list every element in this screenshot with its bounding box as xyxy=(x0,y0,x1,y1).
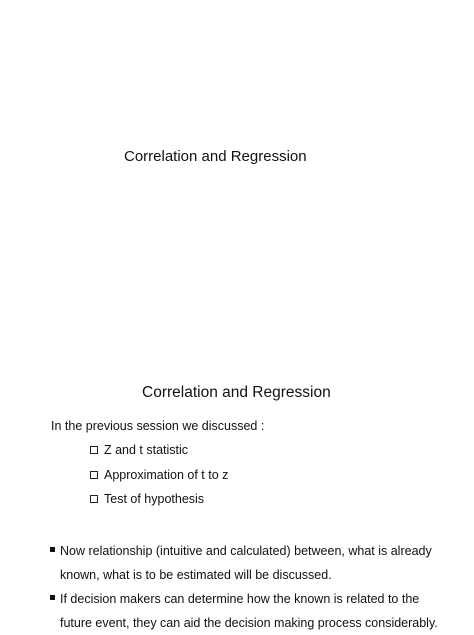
hollow-square-bullet-icon xyxy=(90,471,98,479)
bullet-text-line-2: future event, they can aid the decision making process considerably. xyxy=(60,616,438,630)
hollow-square-bullet-icon xyxy=(90,495,98,503)
list-item xyxy=(50,539,438,587)
bullet-text-line-1: If decision makers can determine how the known is related to the xyxy=(60,592,420,606)
filled-square-bullet-icon xyxy=(50,547,55,552)
filled-square-bullet-icon xyxy=(50,595,55,600)
list-item-text: Test of hypothesis xyxy=(104,492,205,506)
slide-1-title: Correlation and Regression xyxy=(124,148,307,165)
bullet-text-line-1: Now relationship (intuitive and calculated) between, what is already xyxy=(60,544,432,558)
discussion-points-list xyxy=(50,539,438,635)
list-item xyxy=(90,467,228,492)
bullet-line xyxy=(50,539,438,563)
list-item-text: Z and t statistic xyxy=(104,443,189,457)
previous-topics-list xyxy=(90,442,228,516)
bullet-text-line-2: known, what is to be estimated will be discussed. xyxy=(60,568,332,582)
intro-text: In the previous session we discussed : xyxy=(51,419,265,433)
list-item xyxy=(50,587,438,635)
list-item-text: Approximation of t to z xyxy=(104,467,229,482)
hollow-square-bullet-icon xyxy=(90,446,98,454)
bullet-line xyxy=(50,587,438,611)
list-item xyxy=(90,491,228,516)
list-item xyxy=(90,442,228,467)
slide-2-title: Correlation and Regression xyxy=(142,384,331,401)
